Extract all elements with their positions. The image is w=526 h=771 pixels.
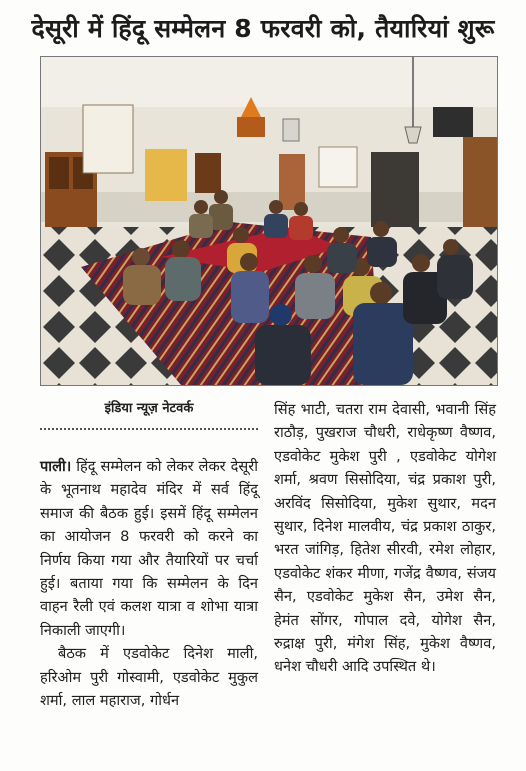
meeting-photo <box>40 56 498 386</box>
article-column-2 <box>274 398 496 679</box>
paragraph-3: सिंह भाटी, चतरा राम देवासी, भवानी सिंह राठौड़, पुखराज चौधरी, राधेकृष्ण वैष्णव, एडवोकेट मुकेश पुरी , एडवोकेट योगेश शर्मा, श्रवण सिसोदिया, चंद्र प्रकाश पुरी, अरविंद सिसोदिया, मुकेश सुथार, मदन सुथार, दिनेश मालवीय, चंद्र प्रकाश ठाकुर, भरत जांगिड़, हितेश सीरवी, रमेश लोहार, एडवोकेट शंकर मीणा, गजेंद्र वैष्णव, संजय सैन, एडवोकेट मुकेश सैन, उमेश सैन, हेमंत सोंगर, गोपाल दवे, योगेश सैन, रुद्राक्ष पुरी, मंगेश सिंह, मुकेश वैष्णव, धनेश चौधरी आदि उपस्थित थे। <box>274 401 496 676</box>
byline: इंडिया न्यूज़ नेटवर्क <box>104 401 194 416</box>
paragraph-1-text: हिंदू सम्मेलन को लेकर लेकर देसूरी के भूतनाथ महादेव मंदिर में सर्व हिंदू समाज की बैठक हुई। इसमें हिंदू सम्मेलन का आयोजन 8 फरवरी को करने का निर्णय किया गया और तैयारियों पर चर्चा हुई। बताया गया कि सम्मेलन के दिन वाहन रैली एवं कलश यात्रा व शोभा यात्रा निकाली जाएगी। <box>40 458 258 639</box>
paragraph-1 <box>40 455 258 642</box>
headline: देसूरी में हिंदू सम्मेलन 8 फरवरी को, तैयारियां शुरू <box>31 14 495 43</box>
byline-divider <box>40 428 258 430</box>
article-column-1 <box>40 455 258 712</box>
paragraph-2: बैठक में एडवोकेट दिनेश माली, हरिओम पुरी गोस्वामी, एडवोकेट मुकुल शर्मा, लाल महाराज, गोर्धन <box>40 645 258 710</box>
dateline: पाली। <box>40 458 72 475</box>
